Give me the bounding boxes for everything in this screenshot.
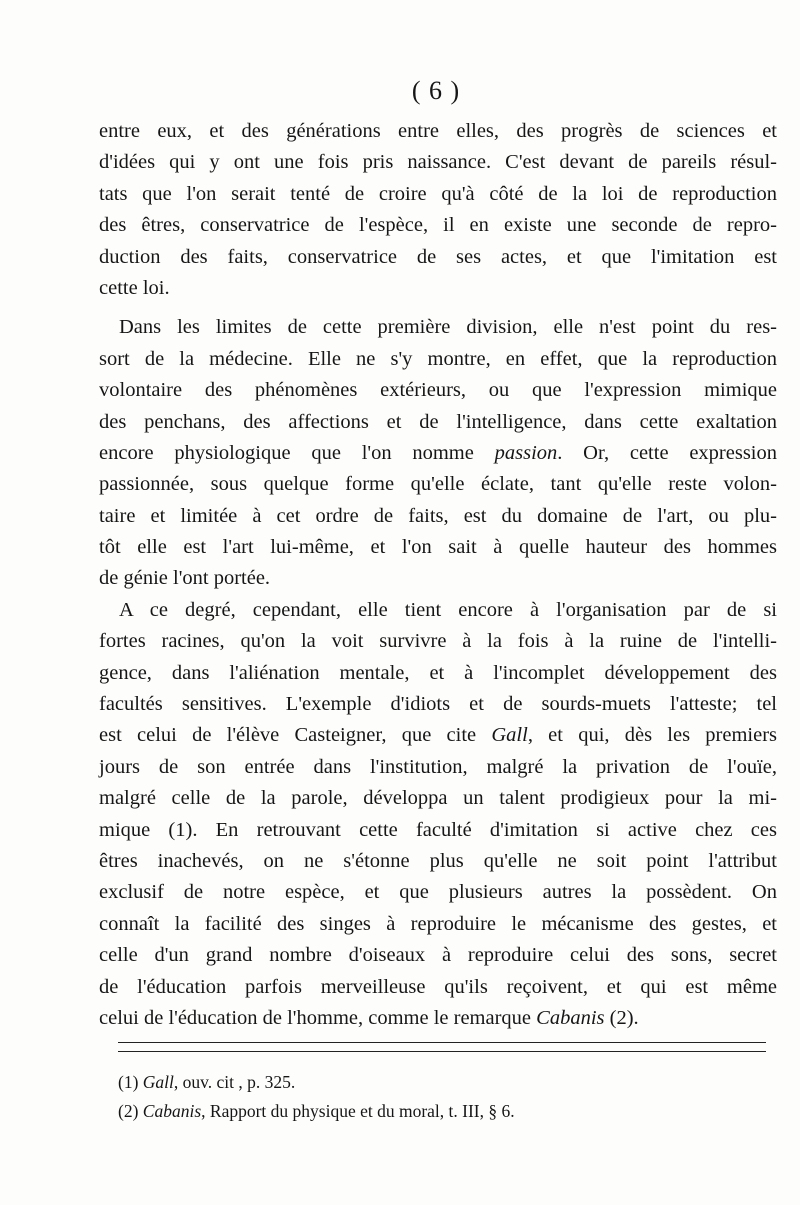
text-line: celle d'un grand nombre d'oiseaux à reproduire celui des sons, secret [99, 944, 777, 967]
text-line: des êtres, conservatrice de l'espèce, il en existe une seconde de repro- [99, 214, 777, 237]
text-line: duction des faits, conservatrice de ses actes, et que l'imitation est [99, 245, 777, 268]
text-line: mique (1). En retrouvant cette faculté d'imitation si active chez ces [99, 818, 777, 841]
footnote-rule [118, 1042, 766, 1043]
text-line: facultés sensitives. L'exemple d'idiots et de sourds-muets l'atteste; tel [99, 693, 777, 716]
body-text [99, 116, 777, 1034]
text-line: des penchans, des affections et de l'intelligence, dans cette exaltation [99, 410, 777, 433]
text-line: fortes racines, qu'on la voit survivre à la fois à la ruine de l'intelli- [99, 630, 777, 653]
text-line: entre eux, et des générations entre elles, des progrès de sciences et [99, 120, 777, 142]
text-line: Dans les limites de cette première division, elle n'est point du res- [119, 316, 777, 339]
text-line: de génie l'ont portée. [99, 567, 271, 590]
footnote [118, 1097, 718, 1126]
text-line: jours de son entrée dans l'institution, malgré la privation de l'ouïe, [99, 755, 777, 778]
footnote-author: Cabanis [142, 1101, 202, 1121]
text-line: gence, dans l'aliénation mentale, et à l'incomplet développement des [99, 661, 777, 684]
text-line: encore physiologique que l'on nomme passion. Or, cette expression [99, 441, 777, 464]
text-line: malgré celle de la parole, développa un talent prodigieux pour la mi- [99, 787, 777, 810]
footnote-rule-thin [118, 1051, 766, 1052]
text-line: êtres inachevés, on ne s'étonne plus qu'elle ne soit point l'attribut [99, 849, 777, 872]
text-line: exclusif de notre espèce, et que plusieurs autres la possèdent. On [99, 881, 777, 904]
text-line: de l'éducation parfois merveilleuse qu'ils reçoivent, et qui est même [99, 975, 777, 998]
text-line: volontaire des phénomènes extérieurs, ou que l'expression mimique [99, 379, 777, 402]
text-line: tats que l'on serait tenté de croire qu'à côté de la loi de reproduction [99, 182, 777, 205]
text-line: A ce degré, cependant, elle tient encore à l'organisation par de si [119, 598, 777, 621]
footnote-text: , Rapport du physique et du moral, t. III, § 6. [201, 1101, 515, 1121]
text-line: tôt elle est l'art lui-même, et l'on sait à quelle hauteur des hommes [99, 536, 777, 559]
text-line: cette loi. [99, 276, 170, 299]
footnote-marker: (1) [118, 1072, 139, 1092]
text-line: celui de l'éducation de l'homme, comme le remarque Cabanis (2). [99, 1006, 639, 1029]
text-line: passionnée, sous quelque forme qu'elle éclate, tant qu'elle reste volon- [99, 473, 777, 496]
text-line: d'idées qui y ont une fois pris naissance. C'est devant de pareils résul- [99, 151, 777, 174]
text-line: connaît la facilité des singes à reproduire le mécanisme des gestes, et [99, 912, 777, 935]
footnote [118, 1068, 718, 1097]
text-line: sort de la médecine. Elle ne s'y montre, en effet, que la reproduction [99, 347, 777, 370]
footnote-author: Gall [142, 1072, 174, 1092]
text-line: taire et limitée à cet ordre de faits, est du domaine de l'art, ou plu- [99, 504, 777, 527]
footnotes [118, 1068, 718, 1126]
text-line: est celui de l'élève Casteigner, que cite Gall, et qui, dès les premiers [99, 724, 778, 747]
footnote-text: , ouv. cit , p. 325. [173, 1072, 296, 1092]
footnote-marker: (2) [118, 1101, 139, 1121]
page-number: ( 6 ) [411, 76, 461, 105]
